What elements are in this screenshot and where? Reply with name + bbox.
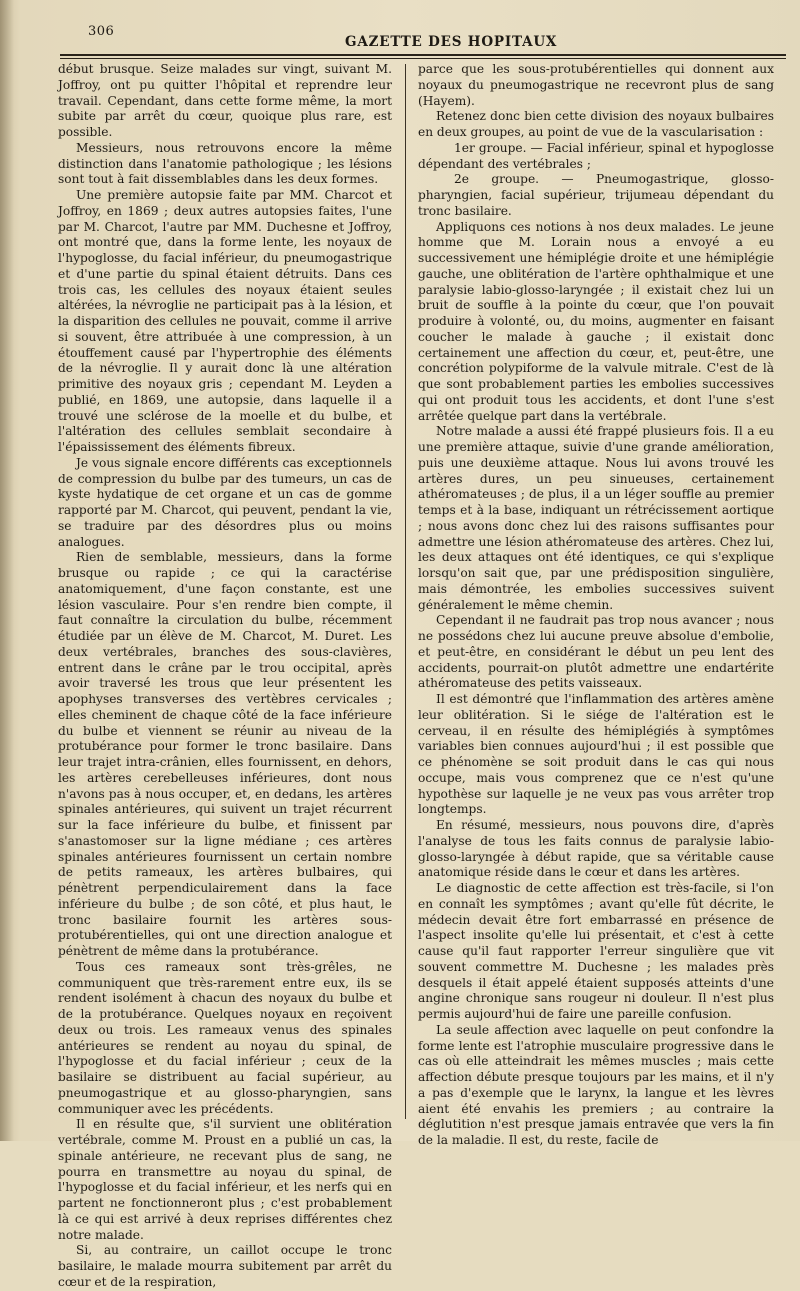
paragraph: Messieurs, nous retrouvons encore la même distinction dans l'anatomie pathologique ; les lésions sont tout à fait dissemblables dans les deux formes. (58, 140, 392, 187)
paragraph: Je vous signale encore différents cas exceptionnels de compression du bulbe par des tumeurs, un cas de kyste hydatique de cet organe et un cas de gomme rapporté par M. Charcot, qui peuvent, pendant la vie, se traduire par des désordres plus ou moins analogues. (58, 455, 392, 549)
running-title: GAZETTE DES HOPITAUX (345, 34, 558, 50)
paragraph: Cependant il ne faudrait pas trop nous avancer ; nous ne possédons chez lui aucune preuve absolue d'embolie, et peut-être, en considérant le début un peu lent des accidents, pourrait-on plutôt admettre une endartérite athéromateuse des petits vaisseaux. (418, 613, 774, 691)
paragraph: Il est démontré que l'inflammation des artères amène leur oblitération. Si le siége de l'altération est le cerveau, il en résulte des hémiplégiés à symptômes variables bien connues aujourd'hui ; il est possible que ce phénomène se soit produit dans le cas qui nous occupe, mais vous comprenez que ce n'est qu'une hypothèse sur laquelle je ne veux pas vous arrêter trop longtemps. (418, 692, 774, 817)
right-column (418, 62, 774, 1147)
page-number: 306 (88, 24, 115, 39)
paragraph: 2e groupe. — Pneumogastrique, glosso-pharyngien, facial supérieur, trijumeau dépendant du tronc basilaire. (418, 172, 774, 218)
paragraph: début brusque. Seize malades sur vingt, suivant M. Joffroy, ont pu quitter l'hôpital et reprendre leur travail. Cependant, dans cette forme même, la mort subite par arrêt du cœur, quoique plus rare, est possible. (58, 62, 392, 139)
page-edge-shadow (0, 0, 14, 1141)
paragraph: Rien de semblable, messieurs, dans la forme brusque ou rapide ; ce qui la caractérise anatomiquement, d'une façon constante, est une lésion vasculaire. Pour s'en rendre bien compte, il faut connaître la circulation du bulbe, récemment étudiée par un élève de M. Charcot, M. Duret. Les deux vertébrales, branches des sous-clavières, entrent dans le crâne par le trou occipital, après avoir traversé les trous que leur présentent les apophyses transverses des vertèbres cervicales ; elles cheminent de chaque côté de la face inférieure du bulbe et viennent se réunir au niveau de la protubérance pour former le tronc basilaire. Dans leur trajet intra-crânien, elles fournissent, en dehors, les artères cerebelleuses inférieures, dont nous n'avons pas à nous occuper, et, en dedans, les artères spinales antérieures, qui suivent un trajet récurrent sur la face inférieure du bulbe, et finissent par s'anastomoser sur la ligne médiane ; ces artères spinales antérieures fournissent un certain nombre de petits rameaux, les artères bulbaires, qui pénètrent perpendiculairement dans la face inférieure du bulbe ; de son côté, et plus haut, le tronc basilaire fournit les artères sous-protubérentielles, qui ont une direction analogue et pénètrent de même dans la protubérance. (58, 550, 392, 958)
header-rule (60, 54, 786, 59)
paragraph: 1er groupe. — Facial inférieur, spinal et hypoglosse dépendant des vertébrales ; (418, 140, 774, 171)
paragraph: Le diagnostic de cette affection est très-facile, si l'on en connaît les symptômes ; avant qu'elle fût décrite, le médecin devait être fort embarrassé en présence de l'aspect insolite qu'elle lui présentait, et c'est à cette cause qu'il faut rapporter l'erreur singulière que vit souvent commettre M. Duchesne ; les malades près desquels il était appelé étaient supposés atteints d'une angine chronique sans rougeur ni douleur. Il n'est plus permis aujourd'hui de faire une pareille confusion. (418, 881, 774, 1021)
paragraph: Retenez donc bien cette division des noyaux bulbaires en deux groupes, au point de vue de la vascularisation : (418, 109, 774, 139)
paragraph: La seule affection avec laquelle on peut confondre la forme lente est l'atrophie musculaire progressive dans le cas où elle atteindrait les mêmes muscles ; mais cette affection débute presque toujours par les mains, et il n'y a pas d'exemple que le larynx, la langue et les lèvres aient été envahis les premiers ; au contraire la déglutition n'est presque jamais entravée que vers la fin de la maladie. Il est, du reste, facile de (418, 1022, 774, 1147)
left-column (58, 62, 392, 1289)
column-divider (405, 64, 406, 1119)
paragraph: En résumé, messieurs, nous pouvons dire, d'après l'analyse de tous les faits connus de paralysie labio-glosso-laryngée à début rapide, que sa véritable cause anatomique réside dans le cœur et dans les artères. (418, 818, 774, 880)
paragraph: Si, au contraire, un caillot occupe le tronc basilaire, le malade mourra subitement par arrêt du cœur et de la respiration, (58, 1243, 392, 1289)
paragraph: parce que les sous-protubérentielles qui donnent aux noyaux du pneumogastrique ne recevront plus de sang (Hayem). (418, 62, 774, 108)
paragraph: Notre malade a aussi été frappé plusieurs fois. Il a eu une première attaque, suivie d'une grande amélioration, puis une deuxième attaque. Nous lui avons trouvé les artères dures, un peu sinueuses, certainement athéromateuses ; de plus, il a un léger souffle au premier temps et à la base, indiquant un rétrécissement aortique ; nous avons donc chez lui des raisons suffisantes pour admettre une lésion athéromateuse des artères. Chez lui, les deux attaques ont été identiques, ce qui s'explique lorsqu'on sait que, par une prédisposition singulière, mais démontrée, les embolies successives suivent généralement le même chemin. (418, 424, 774, 612)
paragraph: Il en résulte que, s'il survient une oblitération vertébrale, comme M. Proust en a publié un cas, la spinale antérieure, ne recevant plus de sang, ne pourra en transmettre au noyau du spinal, de l'hypoglosse et du facial inférieur, et les nerfs qui en partent ne fonctionneront plus ; c'est probablement là ce qui est arrivé à deux reprises différentes chez notre malade. (58, 1117, 392, 1242)
paragraph: Appliquons ces notions à nos deux malades. Le jeune homme que M. Lorain nous a envoyé a eu successivement une hémiplégie droite et une hémiplégie gauche, une oblitération de l'artère ophthalmique et une paralysie labio-glosso-laryngée ; il existait chez lui un bruit de souffle à la pointe du cœur, que l'on pouvait produire à volonté, ou, du moins, augmenter en faisant coucher le malade à gauche ; il existait donc certainement une affection du cœur, et, peut-être, une concrétion polypiforme de la valvule mitrale. C'est de là que sont probablement parties les embolies successives qui ont produit tous les accidents, et dont l'une s'est arrêtée quelque part dans la vertébrale. (418, 219, 774, 423)
paragraph: Tous ces rameaux sont très-grêles, ne communiquent que très-rarement entre eux, ils se rendent isolément à chacun des noyaux du bulbe et de la protubérance. Quelques noyaux en reçoivent deux ou trois. Les rameaux venus des spinales antérieures se rendent au noyau du spinal, de l'hypoglosse et du facial inférieur ; ceux de la basilaire se distribuent au facial supérieur, au pneumogastrique et au glosso-pharyngien, sans communiquer avec les précédents. (58, 959, 392, 1116)
paragraph: Une première autopsie faite par MM. Charcot et Joffroy, en 1869 ; deux autres autopsies faites, l'une par M. Charcot, l'autre par MM. Duchesne et Joffroy, ont montré que, dans la forme lente, les noyaux de l'hypoglosse, du facial inférieur, du pneumogastrique et d'une partie du spinal étaient détruits. Dans ces trois cas, les cellules des noyaux étaient seules altérées, la névroglie ne participait pas à la lésion, et la disparition des cellules ne pouvait, comme il arrive si souvent, être attribuée à une compression, à un étouffement causé par l'hypertrophie des éléments de la névroglie. Il y aurait donc là une altération primitive des noyaux gris ; cependant M. Leyden a publié, en 1869, une autopsie, dans laquelle il a trouvé une sclérose de la moelle et du bulbe, et l'altération des cellules semblait secondaire à l'épaississement des éléments fibreux. (58, 188, 392, 454)
